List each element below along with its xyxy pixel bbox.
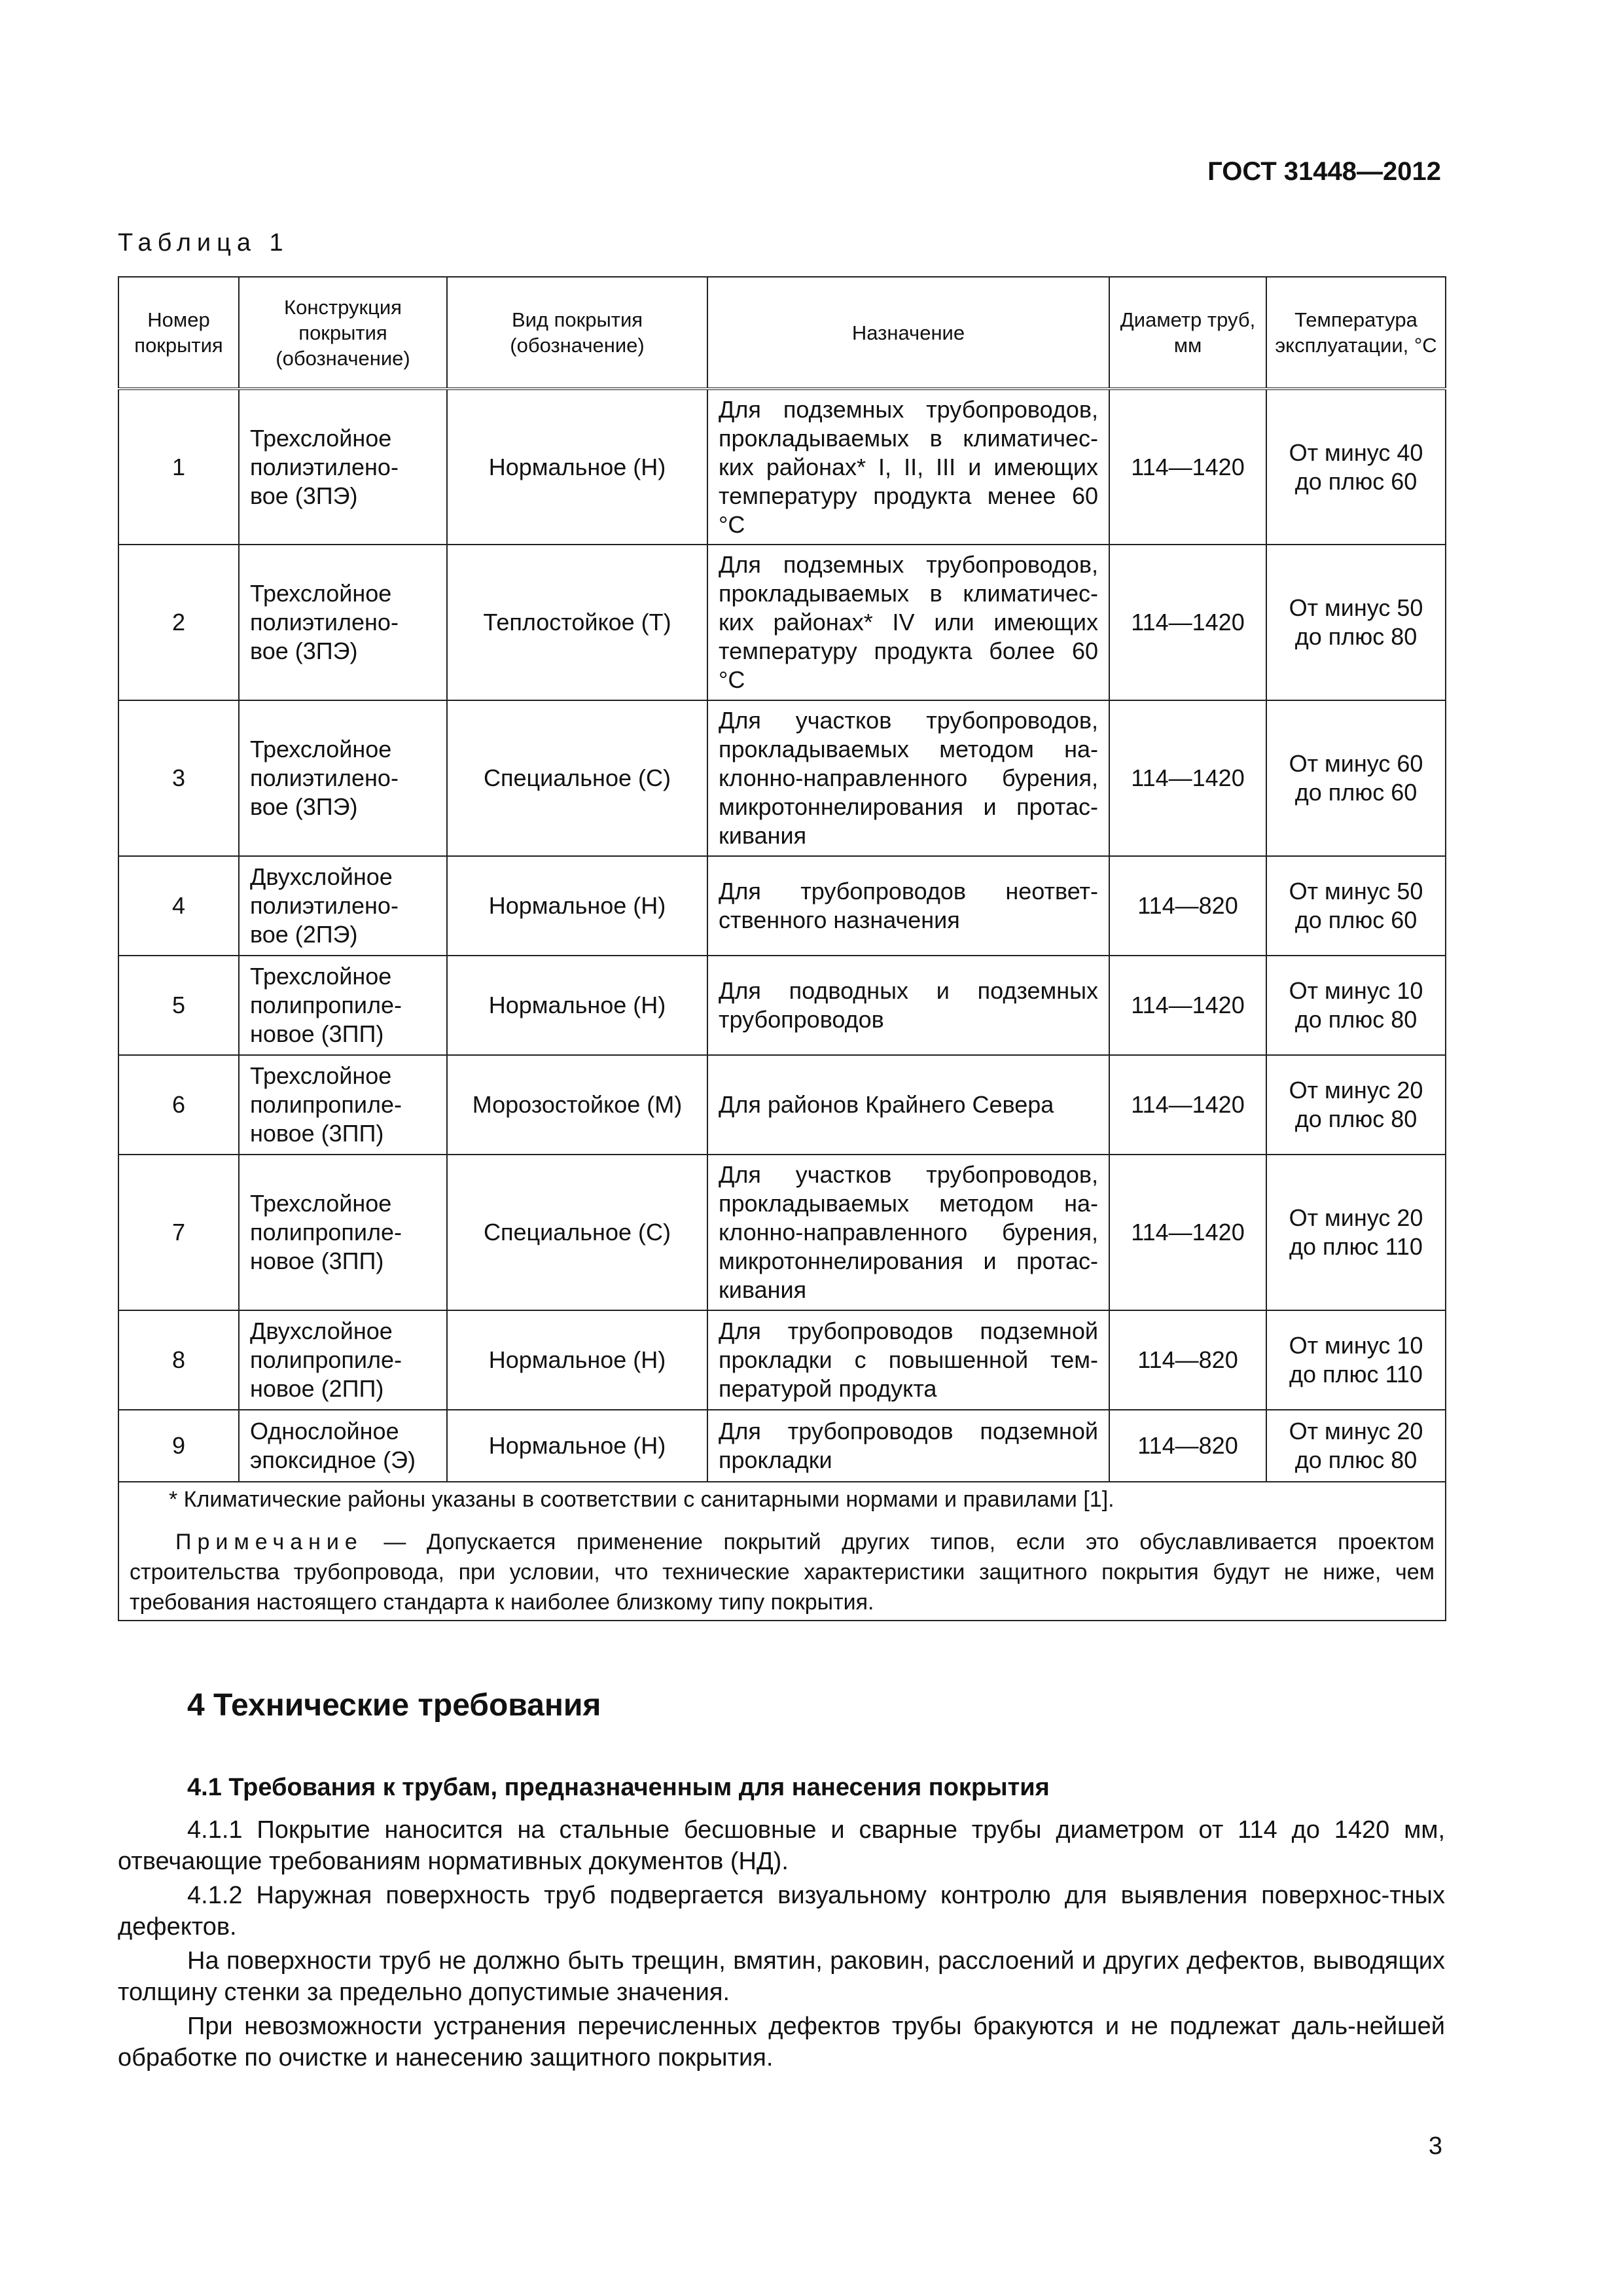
cell-temperature: От минус 10 до плюс 110 (1266, 1310, 1446, 1410)
cell-type: Нормальное (Н) (447, 956, 707, 1055)
cell-purpose: Для подземных трубопроводов, прокладываемых в климатичес-ких районах* IV или имеющих температуру продукта более 60 °С (707, 545, 1109, 700)
cell-num: 6 (118, 1055, 239, 1155)
table-notes-row (118, 1482, 1446, 1621)
cell-construction: Двухслойное полиэтилено-вое (2ПЭ) (239, 856, 447, 956)
table-note (130, 1527, 1435, 1617)
table-row (118, 1410, 1446, 1482)
cell-diameter: 114—820 (1109, 1310, 1266, 1410)
header-num: Номер покрытия (118, 277, 239, 389)
cell-temperature: От минус 50 до плюс 80 (1266, 545, 1446, 700)
table-row (118, 856, 1446, 956)
cell-purpose: Для участков трубопроводов, прокладываемых методом на-клонно-направленного бурения, микротоннелирования и протас-кивания (707, 700, 1109, 856)
cell-type: Теплостойкое (Т) (447, 545, 707, 700)
note-text: — Допускается применение покрытий других типов, если это обуславливается проектом строительства трубопровода, при условии, что технические характеристики защитного покрытия будут не ниже, чем требования настоящего стандарта к наиболее близкому типу покрытия. (130, 1530, 1435, 1615)
cell-diameter: 114—1420 (1109, 1155, 1266, 1310)
cell-temperature: От минус 20 до плюс 110 (1266, 1155, 1446, 1310)
cell-num: 1 (118, 389, 239, 545)
cell-num: 8 (118, 1310, 239, 1410)
table-row (118, 1155, 1446, 1310)
cell-temperature: От минус 50 до плюс 60 (1266, 856, 1446, 956)
cell-type: Морозостойкое (М) (447, 1055, 707, 1155)
cell-temperature: От минус 10 до плюс 80 (1266, 956, 1446, 1055)
paragraph: 4.1.2 Наружная поверхность труб подвергается визуальному контролю для выявления поверхнос-тных дефектов. (118, 1882, 1445, 1941)
table-notes (118, 1482, 1446, 1621)
cell-diameter: 114—1420 (1109, 1055, 1266, 1155)
table-row (118, 545, 1446, 700)
cell-purpose: Для районов Крайнего Севера (707, 1055, 1109, 1155)
header-temperature: Температура эксплуатации, °С (1266, 277, 1446, 389)
paragraph: При невозможности устранения перечисленных дефектов трубы бракуются и не подлежат даль-нейшей обработке по очистке и нанесению защитного покрытия. (118, 2013, 1445, 2072)
table-row (118, 1055, 1446, 1155)
table-row (118, 956, 1446, 1055)
page-number: 3 (1428, 2132, 1442, 2160)
cell-diameter: 114—820 (1109, 856, 1266, 956)
section-title: 4 Технические требования (187, 1688, 601, 1723)
note-label: Примечание (175, 1530, 363, 1554)
coating-table (118, 276, 1446, 1621)
cell-type: Нормальное (Н) (447, 1310, 707, 1410)
cell-purpose: Для подземных трубопроводов, прокладываемых в климатичес-ких районах* I, II, III и имеющих температуру продукта менее 60 °С (707, 389, 1109, 545)
header-diameter: Диаметр труб, мм (1109, 277, 1266, 389)
header-type: Вид покрытия (обозначение) (447, 277, 707, 389)
cell-construction: Трехслойное полиэтилено-вое (3ПЭ) (239, 389, 447, 545)
cell-type: Специальное (С) (447, 700, 707, 856)
cell-construction: Трехслойное полипропиле-новое (3ПП) (239, 1055, 447, 1155)
cell-temperature: От минус 60 до плюс 60 (1266, 700, 1446, 856)
cell-construction: Двухслойное полипропиле-новое (2ПП) (239, 1310, 447, 1410)
table-row (118, 700, 1446, 856)
table-footnote: * Климатические районы указаны в соответствии с санитарными нормами и правилами [1]. (169, 1487, 1115, 1512)
cell-diameter: 114—1420 (1109, 956, 1266, 1055)
cell-temperature: От минус 20 до плюс 80 (1266, 1410, 1446, 1482)
cell-type: Специальное (С) (447, 1155, 707, 1310)
cell-type: Нормальное (Н) (447, 856, 707, 956)
cell-construction: Трехслойное полиэтилено-вое (3ПЭ) (239, 545, 447, 700)
table-row (118, 1310, 1446, 1410)
cell-purpose: Для подводных и подземных трубопроводов (707, 956, 1109, 1055)
cell-purpose: Для трубопроводов неответ-ственного назначения (707, 856, 1109, 956)
table-row (118, 389, 1446, 545)
cell-construction: Трехслойное полипропиле-новое (3ПП) (239, 1155, 447, 1310)
cell-type: Нормальное (Н) (447, 389, 707, 545)
cell-temperature: От минус 20 до плюс 80 (1266, 1055, 1446, 1155)
cell-temperature: От минус 40 до плюс 60 (1266, 389, 1446, 545)
cell-diameter: 114—1420 (1109, 700, 1266, 856)
cell-construction: Трехслойное полиэтилено-вое (3ПЭ) (239, 700, 447, 856)
paragraph: 4.1.1 Покрытие наносится на стальные бесшовные и сварные трубы диаметром от 114 до 1420 мм, отвечающие требованиям нормативных документов (НД). (118, 1816, 1445, 1875)
cell-purpose: Для участков трубопроводов, прокладываемых методом на-клонно-направленного бурения, микротоннелирования и протас-кивания (707, 1155, 1109, 1310)
cell-num: 3 (118, 700, 239, 856)
cell-construction: Однослойное эпоксидное (Э) (239, 1410, 447, 1482)
cell-type: Нормальное (Н) (447, 1410, 707, 1482)
section-body (118, 1814, 1445, 2076)
cell-diameter: 114—1420 (1109, 545, 1266, 700)
cell-num: 4 (118, 856, 239, 956)
subsection-title: 4.1 Требования к трубам, предназначенным для нанесения покрытия (187, 1774, 1050, 1801)
table-caption: Таблица 1 (118, 229, 289, 257)
cell-purpose: Для трубопроводов подземной прокладки с повышенной тем-пературой продукта (707, 1310, 1109, 1410)
header-purpose: Назначение (707, 277, 1109, 389)
cell-diameter: 114—820 (1109, 1410, 1266, 1482)
cell-construction: Трехслойное полипропиле-новое (3ПП) (239, 956, 447, 1055)
table-header-row (118, 277, 1446, 389)
cell-purpose: Для трубопроводов подземной прокладки (707, 1410, 1109, 1482)
cell-num: 2 (118, 545, 239, 700)
cell-num: 9 (118, 1410, 239, 1482)
cell-num: 5 (118, 956, 239, 1055)
cell-diameter: 114—1420 (1109, 389, 1266, 545)
cell-num: 7 (118, 1155, 239, 1310)
document-code: ГОСТ 31448—2012 (1207, 157, 1441, 186)
paragraph: На поверхности труб не должно быть трещин, вмятин, раковин, расслоений и других дефектов, выводящих толщину стенки за предельно допустимые значения. (118, 1947, 1445, 2006)
header-construction: Конструкция покрытия (обозначение) (239, 277, 447, 389)
